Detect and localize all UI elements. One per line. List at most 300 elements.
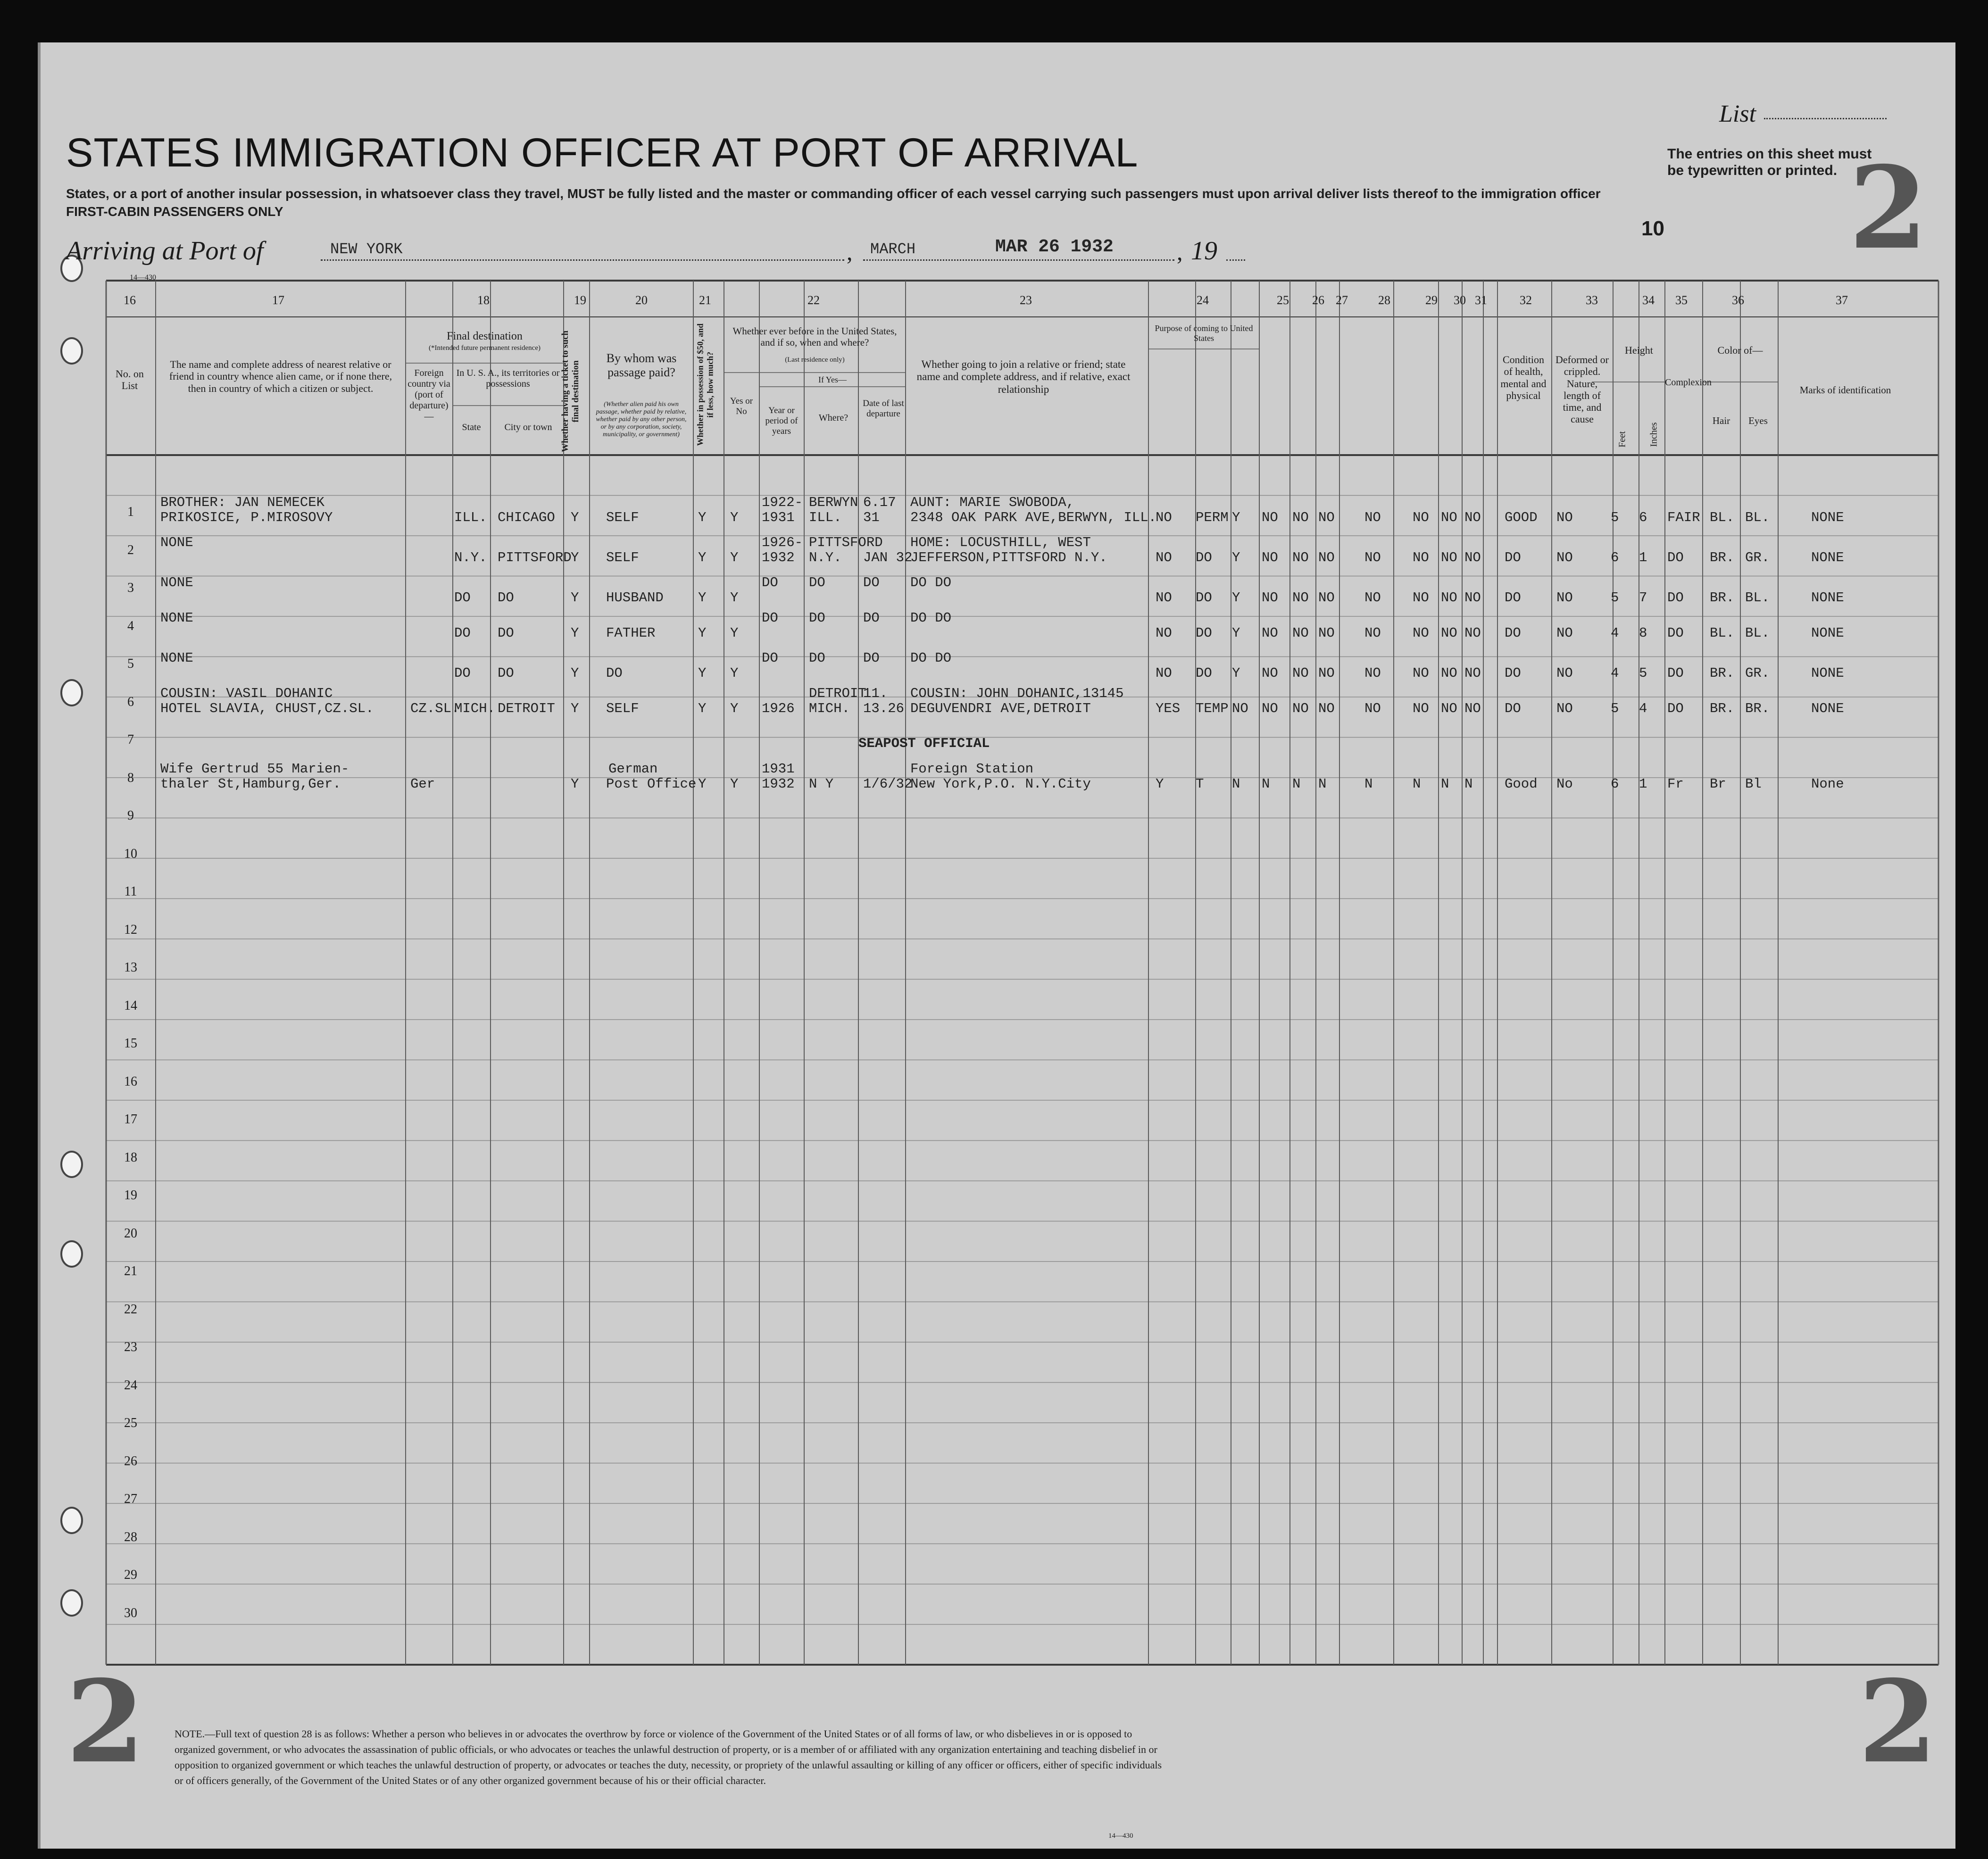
cell-c24b: DO <box>1196 550 1212 565</box>
cell-date-a: DO <box>863 650 880 666</box>
cell-marks: None <box>1811 776 1844 792</box>
row-number: 4 <box>127 618 134 633</box>
column-number: 29 <box>1425 293 1438 307</box>
cell-money: Y <box>698 625 707 641</box>
cell-c28: NO <box>1364 701 1381 716</box>
cell-join-b: 2348 OAK PARK AVE,BERWYN, ILL. <box>910 510 1157 525</box>
cell-health: DO <box>1505 550 1521 565</box>
list-number: 10 <box>1641 217 1664 240</box>
cell-c26: NO <box>1292 701 1309 716</box>
cell-c30: NO <box>1441 510 1457 525</box>
cell-ticket: Y <box>571 510 579 525</box>
cell-eyes: BL. <box>1745 510 1770 525</box>
cell-feet: 4 <box>1611 665 1619 681</box>
cell-c28: NO <box>1364 550 1381 565</box>
row-number: 17 <box>124 1112 137 1127</box>
cell-paid: SELF <box>606 550 639 565</box>
row-number: 12 <box>124 922 137 937</box>
cell-deformed: NO <box>1556 510 1573 525</box>
cell-money: Y <box>698 590 707 606</box>
cell-marks: NONE <box>1811 550 1844 565</box>
cell-c29: NO <box>1413 550 1429 565</box>
instruction-text: States, or a port of another insular possession, in whatsoever class they travel, MUST be fully listed and the master or commanding officer of each vessel carrying such passengers must upon arrival deliver lists thereof to the immigration officer <box>66 186 1601 201</box>
cell-date-a: 11. <box>863 686 888 701</box>
cell-c30: NO <box>1441 550 1457 565</box>
header-city: City or town <box>504 422 552 432</box>
cell-seapost: SEAPOST OFFICIAL <box>858 736 990 751</box>
cell-years-a: 1926- <box>762 535 803 550</box>
cell-c31: NO <box>1464 701 1481 716</box>
list-label: List <box>1719 100 1756 127</box>
cell-c24a: NO <box>1156 625 1172 641</box>
cell-join-b: DEGUVENDRI AVE,DETROIT <box>910 701 1091 716</box>
cell-join-a: DO DO <box>910 610 952 626</box>
cell-c17a: BROTHER: JAN NEMECEK <box>160 495 325 510</box>
cell-marks: NONE <box>1811 625 1844 641</box>
cell-years-b: 1932 <box>762 550 795 565</box>
cell-where-a: DO <box>809 650 825 666</box>
row-number: 22 <box>124 1302 137 1317</box>
cell-inches: 1 <box>1639 776 1647 792</box>
header-relative: The name and complete address of nearest relative or friend in country whence alien came, or if none there, then in country of which a citizen or subject. <box>169 358 392 394</box>
cell-years-b: 1926 <box>762 701 795 716</box>
cell-eyes: BR. <box>1745 701 1770 716</box>
cell-c26: NO <box>1292 550 1309 565</box>
cell-ticket: Y <box>571 701 579 716</box>
cell-c24c: Y <box>1232 665 1240 681</box>
header-ticket: Whether having a ticket to such final destination <box>560 330 581 452</box>
cell-yesno: Y <box>730 665 739 681</box>
cell-paid: HUSBAND <box>606 590 664 606</box>
cell-health: Good <box>1505 776 1538 792</box>
cell-c31: NO <box>1464 625 1481 641</box>
column-number: 30 <box>1454 293 1466 307</box>
form-number: 14—430 <box>130 274 156 282</box>
cell-c26: NO <box>1292 510 1309 525</box>
cell-city: CHICAGO <box>498 510 555 525</box>
port-value: NEW YORK <box>330 241 403 258</box>
cell-deformed: NO <box>1556 550 1573 565</box>
cell-foreign: Ger <box>410 776 435 792</box>
row-number: 9 <box>127 808 134 823</box>
cell-complexion: DO <box>1667 550 1684 565</box>
sheet-number-bottom-left: 2 <box>66 1655 145 1788</box>
header-if-yes: If Yes— <box>818 375 847 384</box>
cell-c28: NO <box>1364 510 1381 525</box>
cell-c25: NO <box>1262 590 1278 606</box>
cell-c17b: HOTEL SLAVIA, CHUST,CZ.SL. <box>160 701 374 716</box>
cell-c29: NO <box>1413 625 1429 641</box>
cell-yesno: Y <box>730 776 739 792</box>
header-foreign-country: Foreign country via (port of departure)— <box>408 368 450 422</box>
header-purpose: Purpose of coming to United States <box>1155 324 1253 343</box>
cell-c24a: YES <box>1156 701 1181 716</box>
cell-deformed: NO <box>1556 625 1573 641</box>
cell-eyes: BL. <box>1745 590 1770 606</box>
cell-c17b: PRIKOSICE, P.MIROSOVY <box>160 510 333 525</box>
column-number: 32 <box>1520 293 1532 307</box>
row-number: 5 <box>127 656 134 671</box>
cell-c30: NO <box>1441 625 1457 641</box>
cell-deformed: NO <box>1556 590 1573 606</box>
row-number: 26 <box>124 1453 137 1469</box>
cell-feet: 5 <box>1611 701 1619 716</box>
footnote: NOTE.—Full text of question 28 is as follows: Whether a person who believes in or advocates the overthrow by force or violence of the Government of the United States or of all forms of law, or who disbelieves in or is opposed to organized government, or who advocates the assassination of public officials, or who advocates or teaches the unlawful destruction of property, or is a member of or affiliated with any organization entertaining and teaching disbelief in or opposition to organized government or which teaches the unlawful destruction of property, or advocates or teaches the duty, necessity, or propriety of the unlawful assaulting or killing of any officer or officers, either of specific individuals or of officers generally, of the Government of the United States or of any other organized government because of his or their official character. <box>175 1728 1162 1786</box>
cell-c24c: Y <box>1232 625 1240 641</box>
cell-money: Y <box>698 701 707 716</box>
cell-c17a: Wife Gertrud 55 Marien- <box>160 761 349 777</box>
cell-years-a: 1922- <box>762 495 803 510</box>
cell-yesno: Y <box>730 701 739 716</box>
cell-c26: NO <box>1292 625 1309 641</box>
cell-c24a: NO <box>1156 665 1172 681</box>
cell-complexion: DO <box>1667 701 1684 716</box>
row-number: 3 <box>127 581 134 595</box>
cell-c30: N <box>1441 776 1449 792</box>
cell-complexion: DO <box>1667 590 1684 606</box>
cell-yesno: Y <box>730 510 739 525</box>
cell-health: DO <box>1505 665 1521 681</box>
cell-feet: 5 <box>1611 510 1619 525</box>
cell-c24a: Y <box>1156 776 1164 792</box>
row-number: 21 <box>124 1264 137 1278</box>
column-number: 17 <box>272 293 284 307</box>
cell-c25: NO <box>1262 625 1278 641</box>
header-before-in-us: Whether ever before in the United States, and if so, when and where? <box>732 325 897 349</box>
cell-years-a: DO <box>762 650 778 666</box>
cell-date-b: JAN 32 <box>863 550 913 565</box>
cell-paid: SELF <box>606 701 639 716</box>
cell-c26: N <box>1292 776 1301 792</box>
cell-c29: NO <box>1413 701 1429 716</box>
cell-c29: NO <box>1413 510 1429 525</box>
cell-c17a: NONE <box>160 535 193 550</box>
cell-state: ILL. <box>454 510 487 525</box>
cell-c27: NO <box>1318 590 1335 606</box>
row-number: 8 <box>127 770 134 785</box>
cell-c27: NO <box>1318 550 1335 565</box>
year-prefix: 19 <box>1191 236 1217 266</box>
cell-yesno: Y <box>730 550 739 565</box>
cell-ticket: Y <box>571 776 579 792</box>
cell-feet: 4 <box>1611 625 1619 641</box>
header-marks: Marks of identification <box>1799 384 1891 396</box>
cell-inches: 6 <box>1639 510 1647 525</box>
cell-c29: NO <box>1413 665 1429 681</box>
cell-hair: BL. <box>1710 510 1735 525</box>
row-number: 13 <box>124 960 137 975</box>
header-health: Condition of health, mental and physical <box>1500 354 1547 401</box>
cell-c24c: NO <box>1232 701 1248 716</box>
column-number: 37 <box>1836 293 1848 307</box>
arriving-label: Arriving at Port of <box>66 236 264 266</box>
cell-c30: NO <box>1441 701 1457 716</box>
row-number: 23 <box>124 1340 137 1354</box>
row-number: 20 <box>124 1226 137 1241</box>
cell-inches: 7 <box>1639 590 1647 606</box>
cell-where-b: N.Y. <box>809 550 842 565</box>
cell-eyes: BL. <box>1745 625 1770 641</box>
cell-inches: 4 <box>1639 701 1647 716</box>
cell-eyes: GR. <box>1745 665 1770 681</box>
header-height: Height <box>1625 344 1653 356</box>
cell-c24c: N <box>1232 776 1240 792</box>
cell-where-a: DO <box>809 610 825 626</box>
row-number: 27 <box>124 1492 137 1506</box>
cell-c28: N <box>1364 776 1373 792</box>
row-number: 28 <box>124 1529 137 1544</box>
header-yes-no: Yes or No <box>730 396 753 416</box>
column-number: 31 <box>1475 293 1487 307</box>
header-year: Year or period of years <box>765 406 798 436</box>
cell-city: DO <box>498 625 514 641</box>
cell-where-b: ILL. <box>809 510 842 525</box>
header-complexion: Complexion <box>1665 377 1712 388</box>
cell-yesno: Y <box>730 590 739 606</box>
sheet-number-bottom-right: 2 <box>1858 1655 1937 1788</box>
cell-deformed: No <box>1556 776 1573 792</box>
cell-paid: FATHER <box>606 625 656 641</box>
row-number: 6 <box>127 694 134 709</box>
class-note: FIRST-CABIN PASSENGERS ONLY <box>66 204 283 219</box>
column-number: 21 <box>699 293 711 307</box>
cell-marks: NONE <box>1811 510 1844 525</box>
cell-money: Y <box>698 550 707 565</box>
cell-state: DO <box>454 590 471 606</box>
header-list-no: No. on List <box>116 368 144 392</box>
cell-c24b: TEMP <box>1196 701 1229 716</box>
cell-years-a: 1931 <box>762 761 795 777</box>
cell-c27: NO <box>1318 665 1335 681</box>
column-number: 23 <box>1020 293 1032 307</box>
cell-paid: DO <box>606 665 623 681</box>
page-title: STATES IMMIGRATION OFFICER AT PORT OF ARRIVAL <box>66 130 1139 175</box>
cell-c31: NO <box>1464 590 1481 606</box>
header-inches: Inches <box>1648 422 1659 447</box>
cell-join-a: Foreign Station <box>910 761 1034 777</box>
row-number: 11 <box>124 884 137 899</box>
header-money: Whether in possession of $50, and if less, how much? <box>695 323 715 446</box>
row-number: 24 <box>124 1378 137 1393</box>
cell-c17a: NONE <box>160 610 193 626</box>
cell-join-a: DO DO <box>910 650 952 666</box>
cell-c24b: DO <box>1196 590 1212 606</box>
row-number: 1 <box>127 505 134 519</box>
cell-c17a: COUSIN: VASIL DOHANIC <box>160 686 333 701</box>
cell-date-b: 13.26 <box>863 701 905 716</box>
cell-inches: 5 <box>1639 665 1647 681</box>
cell-paid-a: German <box>608 761 658 777</box>
cell-marks: NONE <box>1811 701 1844 716</box>
header-passage-note: (Whether alien paid his own passage, whether paid by relative, whether paid by any other person, or by any corporation, society, municipality, or government) <box>596 401 687 439</box>
cell-city: DO <box>498 665 514 681</box>
column-number: 27 <box>1336 293 1348 307</box>
month-value: MARCH <box>870 241 916 258</box>
cell-hair: BL. <box>1710 625 1735 641</box>
cell-c31: NO <box>1464 510 1481 525</box>
cell-money: Y <box>698 510 707 525</box>
header-final-destination: Final destination <box>447 330 523 342</box>
header-color-of: Color of— <box>1717 344 1763 356</box>
column-number: 19 <box>574 293 586 307</box>
cell-c24c: Y <box>1232 510 1240 525</box>
cell-c24b: PERM <box>1196 510 1229 525</box>
row-number: 19 <box>124 1188 137 1203</box>
cell-health: DO <box>1505 701 1521 716</box>
row-number: 18 <box>124 1150 137 1165</box>
cell-hair: BR. <box>1710 550 1735 565</box>
cell-ticket: Y <box>571 665 579 681</box>
column-number: 24 <box>1197 293 1209 307</box>
cell-date-a: DO <box>863 575 880 590</box>
cell-hair: BR. <box>1710 701 1735 716</box>
cell-c24b: T <box>1196 776 1204 792</box>
sheet-number-corner: 2 <box>1849 141 1928 274</box>
cell-c27: N <box>1318 776 1327 792</box>
cell-c25: NO <box>1262 665 1278 681</box>
cell-yesno: Y <box>730 625 739 641</box>
cell-state: N.Y. <box>454 550 487 565</box>
form-number: 14—430 <box>1108 1832 1133 1840</box>
header-where: Where? <box>818 413 848 423</box>
cell-ticket: Y <box>571 625 579 641</box>
header-feet: Feet <box>1617 431 1628 448</box>
header-join-relative: Whether going to join a relative or friend; state name and complete address, and if relative, exact relationship <box>916 358 1131 395</box>
cell-hair: BR. <box>1710 590 1735 606</box>
cell-money: Y <box>698 776 707 792</box>
header-hair: Hair <box>1712 415 1730 426</box>
column-number: 35 <box>1675 293 1688 307</box>
cell-marks: NONE <box>1811 665 1844 681</box>
cell-c17a: NONE <box>160 650 193 666</box>
cell-join-a: AUNT: MARIE SWOBODA, <box>910 495 1075 510</box>
column-number: 18 <box>477 293 490 307</box>
row-number: 15 <box>124 1036 137 1051</box>
cell-complexion: Fr <box>1667 776 1684 792</box>
cell-city: DO <box>498 590 514 606</box>
comma: , <box>847 239 853 265</box>
cell-c17b: thaler St,Hamburg,Ger. <box>160 776 341 792</box>
comma: , <box>1177 239 1183 265</box>
cell-where-a: PITTSFORD <box>809 535 883 550</box>
cell-complexion: FAIR <box>1667 510 1700 525</box>
cell-c17a: NONE <box>160 575 193 590</box>
row-number: 2 <box>127 542 134 557</box>
cell-health: DO <box>1505 590 1521 606</box>
header-before-note: (Last residence only) <box>785 356 845 364</box>
cell-feet: 6 <box>1611 550 1619 565</box>
row-number: 16 <box>124 1074 137 1089</box>
cell-c30: NO <box>1441 590 1457 606</box>
cell-c26: NO <box>1292 665 1309 681</box>
cell-paid: SELF <box>606 510 639 525</box>
cell-c25: NO <box>1262 550 1278 565</box>
column-number: 36 <box>1732 293 1744 307</box>
cell-state: DO <box>454 665 471 681</box>
header-usa: In U. S. A., its territories or possessions <box>456 368 560 389</box>
cell-years-a: DO <box>762 575 778 590</box>
cell-where-b: N Y <box>809 776 834 792</box>
row-number: 7 <box>127 732 134 747</box>
cell-date-a: DO <box>863 610 880 626</box>
cell-where-b: MICH. <box>809 701 850 716</box>
header-passage-paid: By whom was passage paid? <box>606 351 677 379</box>
cell-where-a: DO <box>809 575 825 590</box>
cell-state: DO <box>454 625 471 641</box>
row-number: 25 <box>124 1416 137 1430</box>
cell-c24b: DO <box>1196 625 1212 641</box>
cell-ticket: Y <box>571 590 579 606</box>
column-number: 25 <box>1277 293 1289 307</box>
cell-inches: 1 <box>1639 550 1647 565</box>
cell-years-b: 1931 <box>762 510 795 525</box>
column-number: 34 <box>1642 293 1655 307</box>
column-number: 20 <box>635 293 648 307</box>
cell-date-b: 1/6/32 <box>863 776 913 792</box>
cell-deformed: NO <box>1556 701 1573 716</box>
column-number: 26 <box>1312 293 1324 307</box>
cell-date-b: 31 <box>863 510 880 525</box>
cell-c24a: NO <box>1156 590 1172 606</box>
cell-c31: NO <box>1464 665 1481 681</box>
cell-hair: Br <box>1710 776 1726 792</box>
cell-c27: NO <box>1318 701 1335 716</box>
row-number: 29 <box>124 1568 137 1582</box>
cell-join-b: New York,P.O. N.Y.City <box>910 776 1091 792</box>
cell-city: PITTSFORD <box>498 550 572 565</box>
cell-eyes: GR. <box>1745 550 1770 565</box>
cell-complexion: DO <box>1667 625 1684 641</box>
cell-c25: N <box>1262 776 1270 792</box>
date-stamp: MAR 26 1932 <box>995 237 1114 257</box>
cell-c29: NO <box>1413 590 1429 606</box>
cell-c27: NO <box>1318 625 1335 641</box>
cell-paid: Post Office <box>606 776 697 792</box>
cell-c31: NO <box>1464 550 1481 565</box>
cell-c28: NO <box>1364 625 1381 641</box>
cell-foreign: CZ.SL. <box>410 701 460 716</box>
cell-c24c: Y <box>1232 590 1240 606</box>
cell-ticket: Y <box>571 550 579 565</box>
cell-join-a: COUSIN: JOHN DOHANIC,13145 <box>910 686 1124 701</box>
cell-c24a: NO <box>1156 550 1172 565</box>
cell-where-a: DETROIT <box>809 686 866 701</box>
cell-health: DO <box>1505 625 1521 641</box>
cell-hair: BR. <box>1710 665 1735 681</box>
cell-where-a: BERWYN <box>809 495 858 510</box>
cell-join-a: HOME: LOCUSTHILL, WEST <box>910 535 1091 550</box>
cell-c27: NO <box>1318 510 1335 525</box>
cell-marks: NONE <box>1811 590 1844 606</box>
row-number: 30 <box>124 1605 137 1620</box>
row-number: 10 <box>124 846 137 861</box>
column-number: 22 <box>807 293 820 307</box>
cell-complexion: DO <box>1667 665 1684 681</box>
cell-c24a: NO <box>1156 510 1172 525</box>
cell-city: DETROIT <box>498 701 555 716</box>
cell-c30: NO <box>1441 665 1457 681</box>
cell-deformed: NO <box>1556 665 1573 681</box>
column-number: 16 <box>124 293 136 307</box>
cell-years-a: DO <box>762 610 778 626</box>
cell-health: GOOD <box>1505 510 1538 525</box>
cell-c28: NO <box>1364 665 1381 681</box>
entries-note: be typewritten or printed. <box>1667 163 1838 178</box>
cell-feet: 6 <box>1611 776 1619 792</box>
cell-c28: NO <box>1364 590 1381 606</box>
cell-join-b: JEFFERSON,PITTSFORD N.Y. <box>910 550 1107 565</box>
cell-feet: 5 <box>1611 590 1619 606</box>
